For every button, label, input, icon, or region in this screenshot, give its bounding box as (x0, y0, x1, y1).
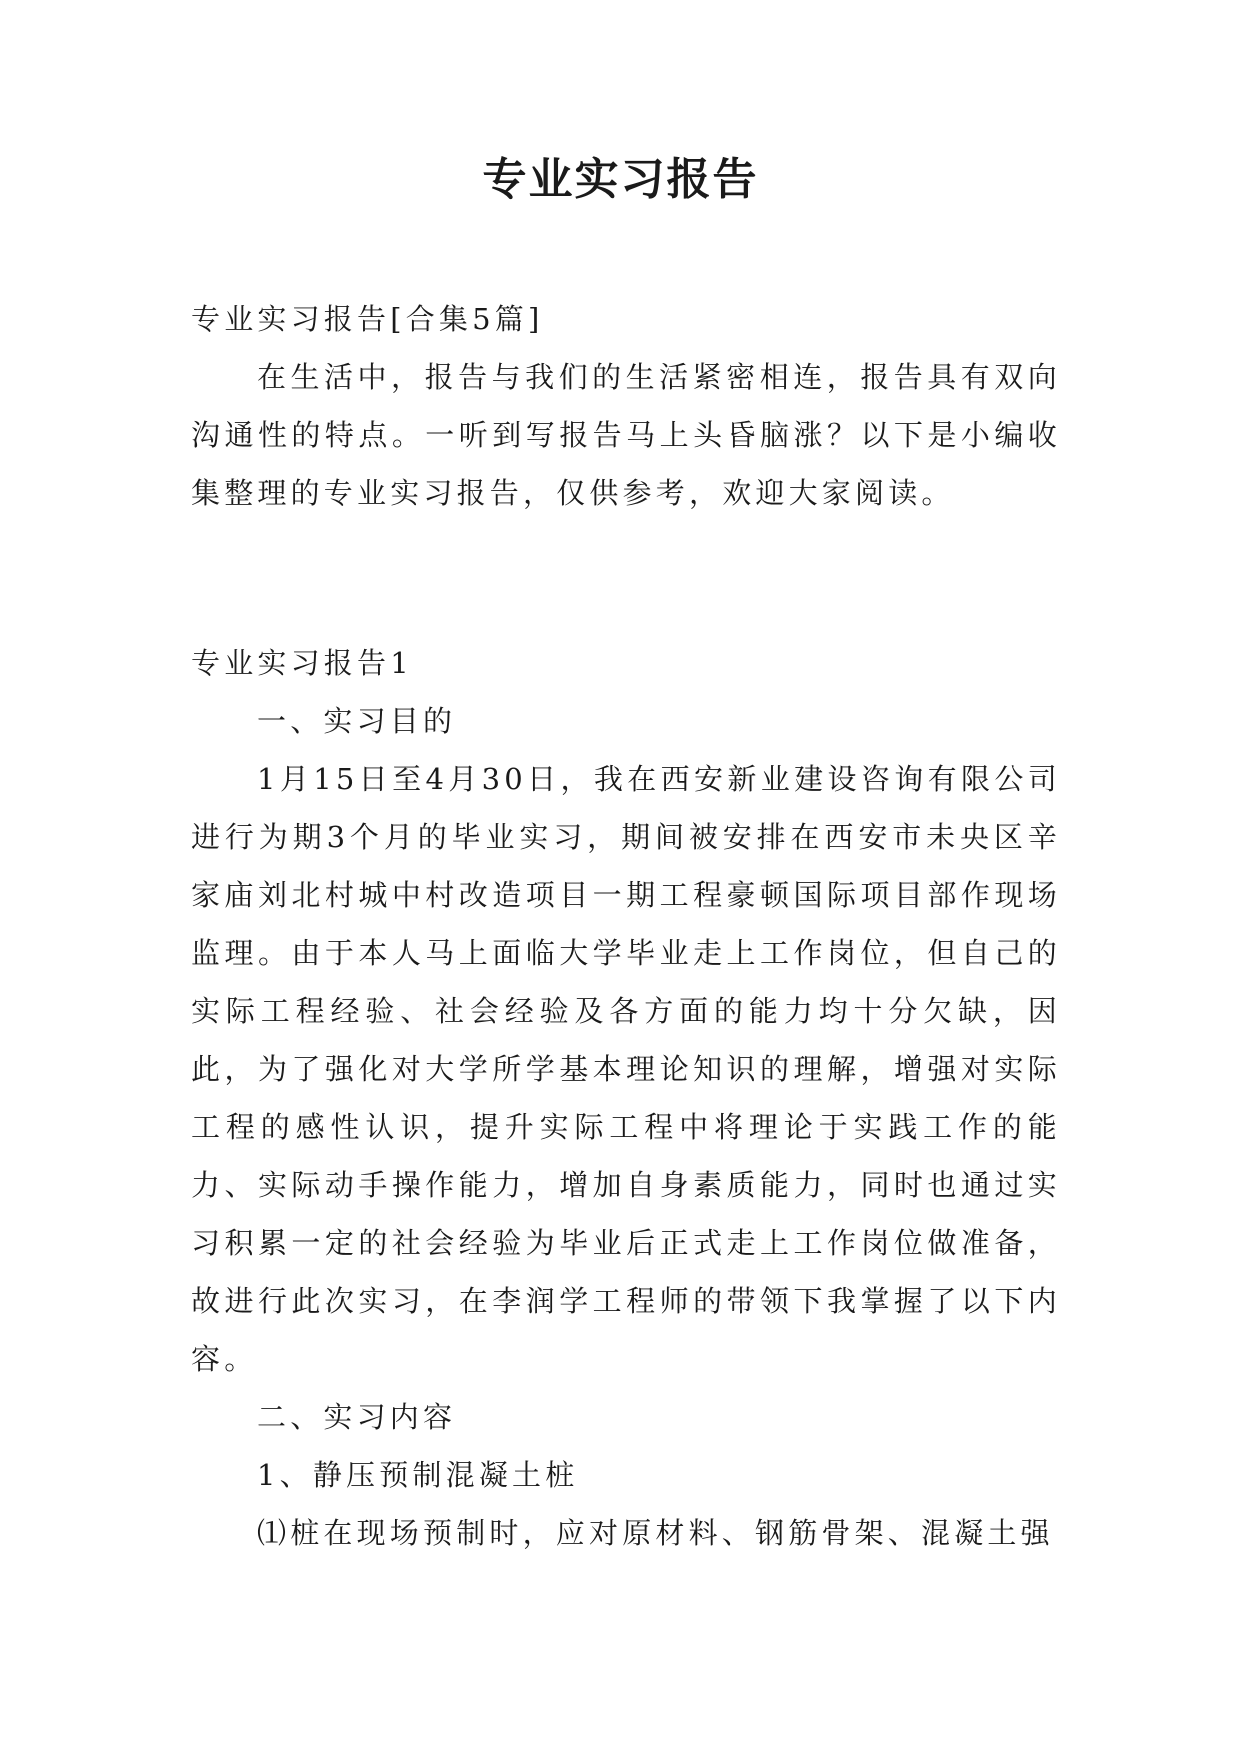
subheading-purpose: 一、实习目的 (257, 704, 457, 738)
section-1-block (191, 634, 1061, 1562)
intro-block (191, 290, 1061, 522)
item-paragraph: ⑴桩在现场预制时，应对原材料、钢筋骨架、混凝土强 (257, 1516, 1054, 1550)
document-title: 专业实习报告 (482, 154, 759, 205)
section-heading: 专业实习报告1 (191, 646, 413, 680)
subheading-content: 二、实习内容 (257, 1400, 457, 1434)
item-heading: 1、静压预制混凝土桩 (257, 1458, 579, 1492)
intro-heading: 专业实习报告[合集5篇] (191, 302, 544, 336)
purpose-paragraph: 1月15日至4月30日，我在西安新业建设咨询有限公司进行为期3个月的毕业实习，期间被安排在西安市未央区辛家庙刘北村城中村改造项目一期工程豪顿国际项目部作现场监理。由于本人马上面临大学毕业走上工作岗位，但自己的实际工程经验、社会经验及各方面的能力均十分欠缺，因此，为了强化对大学所学基本理论知识的理解，增强对实际工程的感性认识，提升实际工程中将理论于实践工作的能力、实际动手操作能力，增加自身素质能力，同时也通过实习积累一定的社会经验为毕业后正式走上工作岗位做准备，故进行此次实习，在李润学工程师的带领下我掌握了以下内容。 (191, 762, 1061, 1376)
intro-paragraph: 在生活中，报告与我们的生活紧密相连，报告具有双向沟通性的特点。一听到写报告马上头昏脑涨？以下是小编收集整理的专业实习报告，仅供参考，欢迎大家阅读。 (191, 360, 1061, 510)
